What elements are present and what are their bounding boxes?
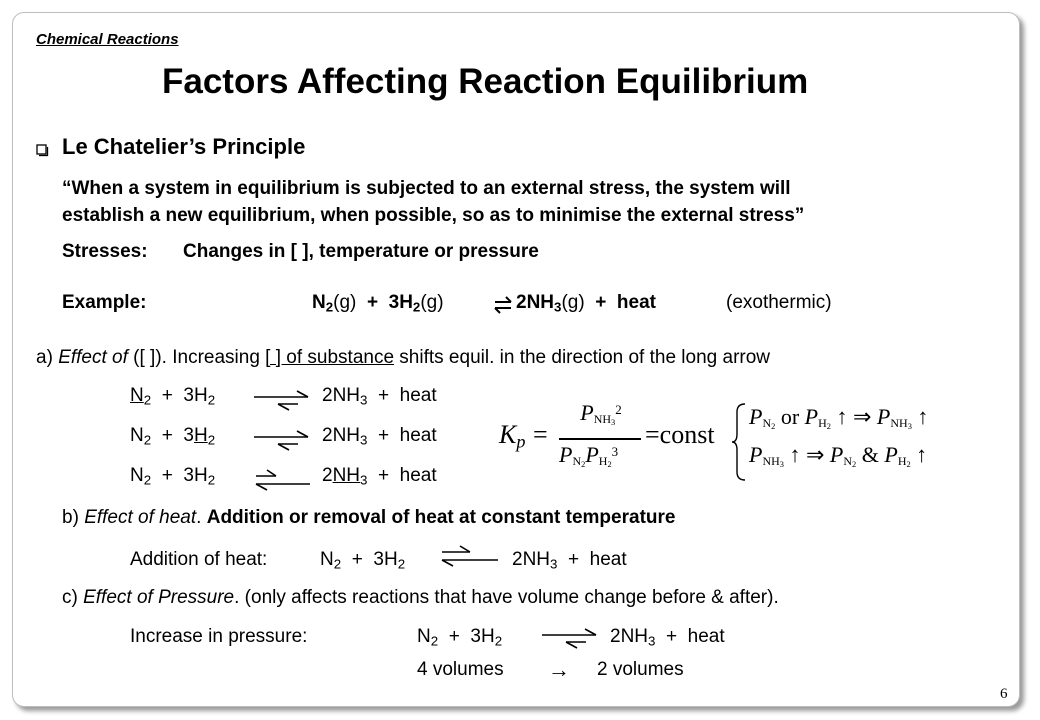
stresses-label: Stresses: bbox=[62, 241, 148, 262]
section-a-heading: a) Effect of ([ ]). Increasing [ ] of substance shifts equil. in the direction of the long arrow bbox=[36, 347, 771, 368]
example-product: $2NH_3(g)$ + heat bbox=[516, 292, 656, 315]
eq-b-products: $2NH_3$ + heat bbox=[512, 549, 627, 572]
kp-rule-1: $P_{N_2}$ or $P_{H_2}$ ↑ ⇒ $P_{NH_3}$ ↑ bbox=[749, 404, 929, 432]
section-c-heading: c) Effect of Pressure. (only affects reactions that have volume change before & after). bbox=[62, 587, 779, 608]
increase-pressure-label: Increase in pressure: bbox=[130, 626, 308, 647]
topic-label: Chemical Reactions bbox=[36, 31, 179, 48]
equilibrium-arrows-icon bbox=[252, 390, 312, 417]
example-note: (exothermic) bbox=[726, 292, 832, 313]
eq-a3-reactants: $N_2 + 3H_2$ bbox=[130, 465, 216, 488]
equilibrium-arrows-icon bbox=[252, 430, 312, 457]
principle-quote-line2: establish a new equilibrium, when possible, so as to minimise the external stress” bbox=[62, 205, 805, 226]
eq-b-reactants: $N_2 + 3H_2$ bbox=[320, 549, 406, 572]
eq-a2-products: $2NH_3$ + heat bbox=[322, 425, 437, 448]
volumes-after: 2 volumes bbox=[597, 659, 684, 680]
eq-a2-reactants: $N_2 + 3H_2$ bbox=[130, 425, 216, 448]
kp-numerator: $P_{NH_3}^2$ bbox=[580, 400, 622, 428]
eq-a1-products: $2NH_3$ + heat bbox=[322, 385, 437, 408]
eq-a3-products: $2NH_3$ + heat bbox=[322, 465, 437, 488]
equilibrium-arrows-icon bbox=[440, 544, 500, 573]
kp-const: =const bbox=[645, 420, 715, 449]
kp-symbol: $K_p$ bbox=[499, 420, 526, 452]
page-number: 6 bbox=[1000, 686, 1008, 702]
principle-quote-line1: “When a system in equilibrium is subjected to an external stress, the system will bbox=[62, 178, 791, 199]
eq-a1-reactants: $N_2 + 3H_2$ bbox=[130, 385, 216, 408]
left-brace-icon bbox=[731, 402, 747, 482]
volumes-before: 4 volumes bbox=[417, 659, 504, 680]
kp-rule-2: $P_{NH_3}$ ↑ ⇒ $P_{N_2}$ & $P_{H_2}$ ↑ bbox=[749, 442, 928, 470]
addition-of-heat-label: Addition of heat: bbox=[130, 549, 268, 570]
example-equation: $N_2(g) + 3H_2(g)$ bbox=[312, 292, 444, 315]
equilibrium-arrows-icon bbox=[540, 628, 600, 655]
kp-expression bbox=[497, 400, 997, 492]
right-arrow-icon: → bbox=[548, 657, 570, 682]
eq-c-products: $2NH_3$ + heat bbox=[610, 626, 725, 649]
kp-fraction-bar bbox=[559, 438, 641, 440]
example-label: Example: bbox=[62, 292, 147, 313]
equilibrium-arrows-icon bbox=[493, 296, 513, 319]
equilibrium-arrows-icon bbox=[252, 468, 312, 497]
checkbox-bullet-icon bbox=[36, 141, 50, 162]
section-b-heading: b) Effect of heat. Addition or removal of heat at constant temperature bbox=[62, 507, 676, 528]
stresses-text: Changes in [ ], temperature or pressure bbox=[183, 241, 539, 262]
kp-equals: = bbox=[533, 420, 548, 449]
slide-title: Factors Affecting Reaction Equilibrium bbox=[162, 62, 809, 101]
eq-c-reactants: $N_2 + 3H_2$ bbox=[417, 626, 503, 649]
principle-heading: Le Chatelier’s Principle bbox=[62, 134, 306, 159]
kp-denominator: $P_{N_2}P_{H_2}^3$ bbox=[559, 442, 619, 470]
